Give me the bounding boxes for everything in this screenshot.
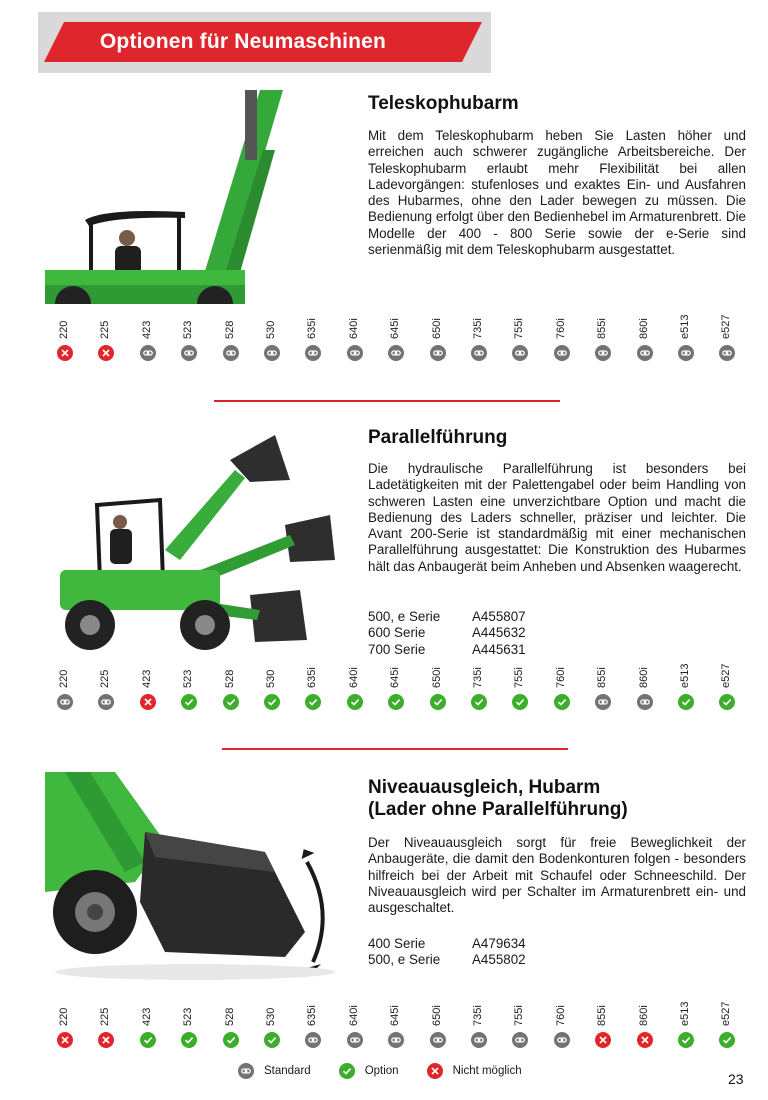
model-name: 635i — [306, 318, 319, 339]
part-numbers-parallelfuehrung — [368, 609, 628, 658]
part-number-row — [368, 936, 628, 952]
model-row-niveauausgleich — [0, 1001, 768, 1044]
model-cell — [423, 317, 453, 357]
link-icon — [238, 1063, 254, 1079]
part-number-row — [368, 952, 628, 968]
model-cell — [423, 1004, 453, 1044]
section-title-line: (Lader ohne Parallelführung) — [368, 799, 628, 820]
model-label — [50, 1004, 80, 1026]
model-name: 220 — [58, 320, 70, 339]
model-label — [91, 666, 121, 688]
model-name: 735i — [472, 667, 484, 688]
check-icon — [719, 1032, 735, 1048]
series-label: 400 Serie — [368, 936, 426, 951]
model-cell — [216, 317, 246, 357]
link-icon — [595, 345, 611, 361]
link-icon — [430, 345, 446, 361]
check-icon — [264, 1032, 280, 1048]
model-cell — [91, 666, 121, 706]
model-label — [257, 317, 287, 339]
model-cell — [174, 666, 204, 706]
model-cell — [174, 317, 204, 357]
model-name: 530 — [265, 669, 277, 688]
model-label — [671, 314, 701, 339]
model-cell — [588, 666, 618, 706]
model-name: 855i — [596, 667, 609, 688]
model-cell — [547, 1004, 577, 1044]
model-cell — [216, 666, 246, 706]
link-icon — [264, 345, 280, 361]
model-label — [91, 1004, 121, 1026]
model-name: 635i — [306, 667, 319, 688]
link-icon — [678, 345, 694, 361]
link-icon — [554, 1032, 570, 1048]
model-cell — [133, 666, 163, 706]
check-icon — [719, 694, 735, 710]
link-icon — [637, 694, 653, 710]
model-label — [505, 1004, 535, 1026]
check-icon — [339, 1063, 355, 1079]
legend-standard-label: Standard — [264, 1065, 311, 1077]
model-cell — [381, 1004, 411, 1044]
cross-icon — [637, 1032, 653, 1048]
cross-icon — [57, 345, 73, 361]
legend-standard — [238, 1063, 311, 1079]
model-label — [630, 666, 660, 688]
model-name: 523 — [182, 1007, 195, 1026]
series-label: 500, e Serie — [368, 609, 441, 624]
model-name: 855i — [596, 318, 609, 339]
model-cell — [712, 663, 742, 706]
model-cell — [671, 314, 701, 357]
model-label — [340, 666, 370, 688]
level-compensation-photo — [45, 772, 345, 980]
model-cell — [547, 317, 577, 357]
model-name: 860i — [637, 1005, 650, 1026]
model-label — [298, 666, 328, 688]
model-label — [423, 1004, 453, 1026]
model-name: 645i — [389, 1005, 402, 1026]
model-name: e527 — [720, 314, 733, 339]
model-name: e527 — [720, 1001, 733, 1026]
part-number: A445631 — [472, 641, 526, 657]
model-label — [216, 666, 246, 688]
part-number-row — [368, 642, 628, 658]
model-label — [712, 663, 742, 688]
check-icon — [678, 694, 694, 710]
model-cell — [50, 1004, 80, 1044]
model-name: e527 — [720, 663, 733, 688]
model-name: 645i — [389, 667, 402, 688]
model-cell — [423, 666, 453, 706]
section-body-parallelfuehrung: Die hydraulische Parallelführung ist besonders bei Ladetätigkeiten mit der Palettengabel oder beim Handling von schweren Lasten eine unverzichtbare Option und macht die Bedienung des Laders schneller, präziser und leichter. Die Avant 200-Serie ist standardmäßig mit einer mechanischen Parallelführung ausgestattet: Die Konstruktion des Hubarmes hält das Anbaugerät beim Anheben und Absenken waagerecht. — [368, 461, 746, 574]
model-label — [505, 317, 535, 339]
cross-icon — [57, 1032, 73, 1048]
link-icon — [430, 1032, 446, 1048]
model-cell — [630, 666, 660, 706]
part-numbers-niveauausgleich — [368, 936, 628, 969]
cross-icon — [98, 345, 114, 361]
section-divider — [214, 400, 560, 402]
model-name: 640i — [347, 667, 360, 688]
section-body-teleskophubarm: Mit dem Teleskophubarm heben Sie Lasten höher und erreichen auch schwerer zugängliche Arbeitsbereiche. Der Teleskophubarm erlaubt mehr Flexibilität bei allen Ladevorgängen: stufenloses und exaktes Ein- und Ausfahren des Hubarmes, ohne den Lader bewegen zu müssen. Die Bedienung erfolgt über den Bedienhebel im Armaturenbrett. Die Modelle der 400 - 800 Serie sowie der e-Serie sind serienmäßig mit dem Teleskophubarm ausgestattet. — [368, 128, 746, 258]
link-icon — [305, 1032, 321, 1048]
model-label — [630, 317, 660, 339]
link-icon — [512, 345, 528, 361]
model-cell — [257, 317, 287, 357]
part-number: A455807 — [472, 609, 526, 624]
model-name: 528 — [223, 669, 236, 688]
model-name: 640i — [347, 318, 360, 339]
model-label — [381, 1004, 411, 1026]
model-label — [423, 666, 453, 688]
page-title: Optionen für Neumaschinen — [99, 30, 387, 53]
model-name: 735i — [472, 1005, 484, 1026]
model-label — [340, 1004, 370, 1026]
model-name: 650i — [430, 1005, 443, 1026]
model-name: 423 — [140, 669, 153, 688]
check-icon — [512, 694, 528, 710]
link-icon — [388, 345, 404, 361]
link-icon — [181, 345, 197, 361]
check-icon — [223, 694, 239, 710]
part-number-row — [368, 625, 628, 641]
model-cell — [464, 666, 494, 706]
link-icon — [223, 345, 239, 361]
model-label — [50, 317, 80, 339]
model-cell — [505, 317, 535, 357]
model-name: 225 — [99, 1007, 112, 1026]
link-icon — [719, 345, 735, 361]
model-cell — [50, 666, 80, 706]
model-row-teleskophubarm — [0, 314, 768, 357]
link-icon — [554, 345, 570, 361]
model-cell — [671, 663, 701, 706]
model-label — [464, 666, 494, 688]
model-label — [216, 317, 246, 339]
model-cell — [464, 1004, 494, 1044]
series-label: 700 Serie — [368, 641, 426, 657]
section-divider — [222, 748, 568, 750]
model-name: 225 — [99, 669, 112, 688]
model-label — [381, 666, 411, 688]
model-label — [588, 1004, 618, 1026]
link-icon — [140, 345, 156, 361]
part-number: A445632 — [472, 625, 526, 641]
link-icon — [347, 345, 363, 361]
model-cell — [340, 666, 370, 706]
model-cell — [91, 1004, 121, 1044]
model-label — [216, 1004, 246, 1026]
link-icon — [57, 694, 73, 710]
model-cell — [630, 317, 660, 357]
parallel-guidance-photo — [45, 430, 345, 650]
page-number: 23 — [728, 1071, 744, 1087]
model-cell — [133, 317, 163, 357]
section-body-niveauausgleich: Der Niveauausgleich sorgt für freie Beweglichkeit der Anbaugeräte, die damit den Bodenkonturen folgen - besonders hilfreich bei der Arbeit mit Schaufel oder Schneeschild. Der Niveauausgleich wird per Schalter im Armaturenbrett ein- und ausgeschaltet. — [368, 835, 746, 916]
legend-option-label: Option — [364, 1065, 399, 1077]
part-number: A479634 — [472, 936, 526, 951]
model-label — [174, 317, 204, 339]
link-icon — [471, 1032, 487, 1048]
section-title-line: Niveauausgleich, Hubarm — [368, 777, 601, 798]
model-label — [50, 666, 80, 688]
model-name: 528 — [223, 1007, 236, 1026]
part-number: A455802 — [472, 952, 526, 968]
check-icon — [347, 694, 363, 710]
check-icon — [305, 694, 321, 710]
model-cell — [174, 1004, 204, 1044]
link-icon — [388, 1032, 404, 1048]
section-title-parallelfuehrung: Parallelführung — [368, 427, 508, 448]
model-cell — [91, 317, 121, 357]
model-label — [712, 1001, 742, 1026]
check-icon — [140, 1032, 156, 1048]
model-name: 423 — [140, 1007, 153, 1026]
model-label — [133, 1004, 163, 1026]
model-name: e513 — [679, 1001, 691, 1026]
model-name: 645i — [389, 318, 402, 339]
link-icon — [98, 694, 114, 710]
model-cell — [712, 314, 742, 357]
series-label: 600 Serie — [368, 625, 426, 641]
model-name: 530 — [265, 1007, 277, 1026]
legend-not-possible — [427, 1063, 522, 1079]
link-icon — [347, 1032, 363, 1048]
model-label — [712, 314, 742, 339]
model-name: 860i — [637, 667, 650, 688]
link-icon — [512, 1032, 528, 1048]
model-cell — [216, 1004, 246, 1044]
model-name: 755i — [513, 318, 526, 339]
model-label — [133, 666, 163, 688]
check-icon — [223, 1032, 239, 1048]
model-label — [505, 666, 535, 688]
legend-option — [339, 1063, 399, 1079]
model-name: 635i — [306, 1005, 319, 1026]
model-label — [588, 666, 618, 688]
model-label — [423, 317, 453, 339]
model-label — [547, 666, 577, 688]
model-name: e513 — [679, 314, 691, 339]
model-cell — [547, 666, 577, 706]
model-cell — [505, 666, 535, 706]
model-label — [133, 317, 163, 339]
cross-icon — [98, 1032, 114, 1048]
model-name: 760i — [554, 1005, 567, 1026]
telescopic-arm-photo — [45, 90, 345, 304]
model-label — [298, 317, 328, 339]
link-icon — [305, 345, 321, 361]
model-name: 523 — [182, 669, 195, 688]
model-cell — [133, 1004, 163, 1044]
model-cell — [464, 317, 494, 357]
model-cell — [298, 666, 328, 706]
model-cell — [588, 317, 618, 357]
model-label — [257, 1004, 287, 1026]
model-row-parallelfuehrung — [0, 663, 768, 706]
part-number-row — [368, 609, 628, 625]
model-name: 760i — [554, 318, 567, 339]
model-label — [91, 317, 121, 339]
model-name: 860i — [637, 318, 650, 339]
cross-icon — [595, 1032, 611, 1048]
section-title-niveauausgleich — [368, 777, 748, 821]
model-name: 423 — [140, 320, 153, 339]
model-label — [340, 317, 370, 339]
model-label — [257, 666, 287, 688]
model-cell — [381, 317, 411, 357]
model-name: 735i — [472, 318, 484, 339]
model-name: 640i — [347, 1005, 360, 1026]
model-label — [671, 1001, 701, 1026]
model-name: 523 — [182, 320, 195, 339]
series-label: 500, e Serie — [368, 952, 441, 968]
check-icon — [388, 694, 404, 710]
model-name: 755i — [513, 667, 526, 688]
model-label — [547, 1004, 577, 1026]
model-name: 650i — [430, 667, 443, 688]
model-cell — [298, 317, 328, 357]
link-icon — [471, 345, 487, 361]
model-label — [671, 663, 701, 688]
model-name: 220 — [58, 1007, 70, 1026]
model-cell — [340, 1004, 370, 1044]
model-label — [174, 1004, 204, 1026]
model-name: 760i — [554, 667, 567, 688]
legend-not-possible-label: Nicht möglich — [452, 1065, 522, 1077]
model-name: 530 — [265, 320, 277, 339]
link-icon — [637, 345, 653, 361]
model-name: e513 — [679, 663, 691, 688]
model-name: 650i — [430, 318, 443, 339]
section-title-teleskophubarm: Teleskophubarm — [368, 93, 519, 114]
model-label — [547, 317, 577, 339]
model-cell — [381, 666, 411, 706]
check-icon — [471, 694, 487, 710]
model-cell — [588, 1004, 618, 1044]
model-cell — [712, 1001, 742, 1044]
model-cell — [257, 1004, 287, 1044]
cross-icon — [427, 1063, 443, 1079]
model-label — [381, 317, 411, 339]
model-cell — [50, 317, 80, 357]
model-name: 755i — [513, 1005, 526, 1026]
check-icon — [430, 694, 446, 710]
model-cell — [298, 1004, 328, 1044]
check-icon — [678, 1032, 694, 1048]
model-cell — [630, 1004, 660, 1044]
check-icon — [181, 1032, 197, 1048]
check-icon — [264, 694, 280, 710]
model-label — [464, 317, 494, 339]
model-label — [630, 1004, 660, 1026]
legend — [238, 1062, 550, 1080]
model-name: 220 — [58, 669, 70, 688]
model-label — [174, 666, 204, 688]
model-name: 855i — [596, 1005, 609, 1026]
model-label — [464, 1004, 494, 1026]
model-label — [298, 1004, 328, 1026]
model-label — [588, 317, 618, 339]
model-name: 528 — [223, 320, 236, 339]
model-cell — [505, 1004, 535, 1044]
link-icon — [595, 694, 611, 710]
cross-icon — [140, 694, 156, 710]
model-name: 225 — [99, 320, 112, 339]
model-cell — [257, 666, 287, 706]
check-icon — [554, 694, 570, 710]
model-cell — [671, 1001, 701, 1044]
check-icon — [181, 694, 197, 710]
model-cell — [340, 317, 370, 357]
